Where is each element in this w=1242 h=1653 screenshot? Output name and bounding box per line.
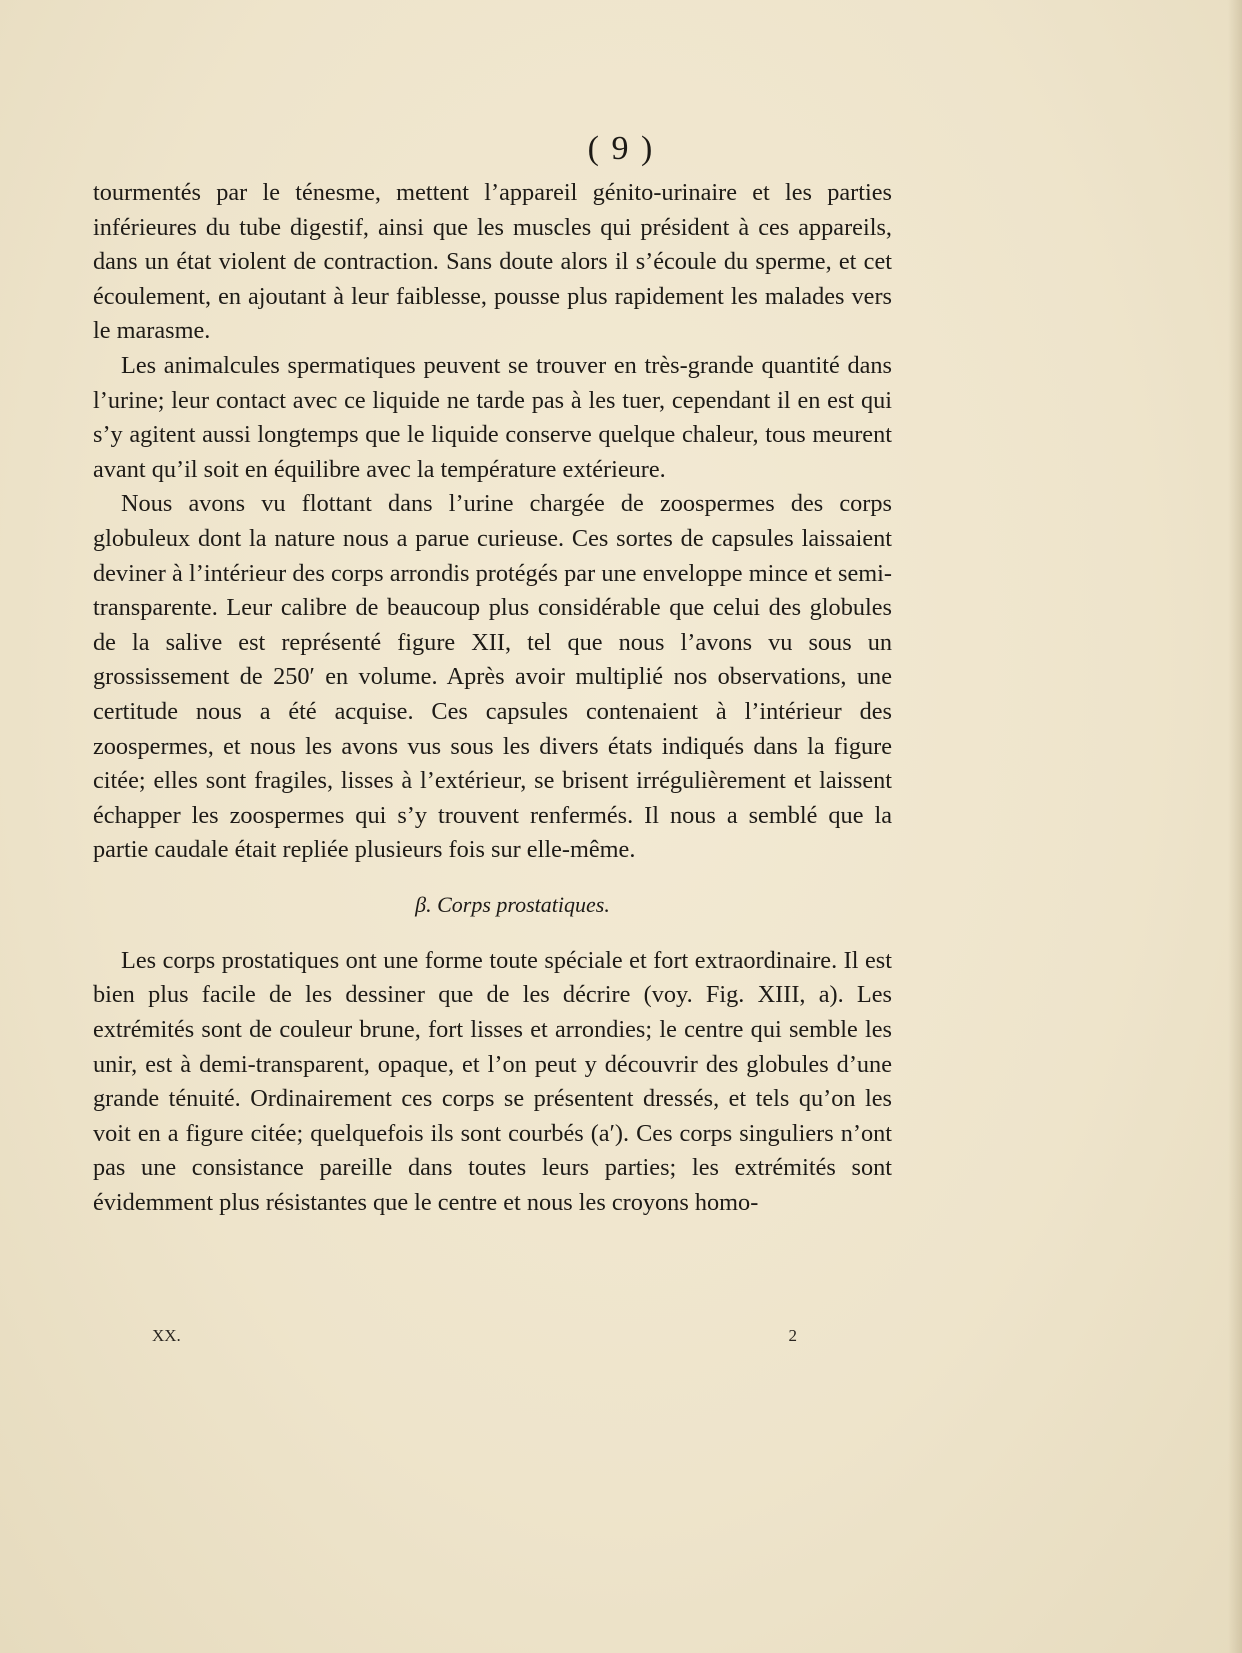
paragraph-2: Les animalcules spermatiques peuvent se trouver en très-grande quantité dans l’urine; leur contact avec ce liquide ne tarde pas à les tuer, cependant il en est qui s’y agitent aussi longtemps que le liquide conserve quelque chaleur, tous meurent avant qu’il soit en équilibre avec la température extérieure. bbox=[93, 351, 892, 483]
body-text bbox=[93, 176, 892, 1221]
section-paragraph: Les corps prostatiques ont une forme toute spéciale et fort extraordinaire. Il est bien plus facile de les dessiner que de les décrire (voy. Fig. XIII, a). Les extrémités sont de couleur brune, fort lisses et arrondies; le centre qui semble les unir, est à demi-transparent, opaque, et l’on peut y découvrir des globules d’une grande ténuité. Ordinairement ces corps se présentent dressés, et tels qu’on les voit en a figure citée; quelquefois ils sont courbés (a′). Ces corps singuliers n’ont pas une consistance pareille dans toutes leurs parties; les extrémités sont évidemment plus résistantes que le centre et nous les croyons homo- bbox=[93, 946, 892, 1217]
paragraph-1: tourmentés par le ténesme, mettent l’appareil génito-urinaire et les parties inférieures du tube digestif, ainsi que les muscles qui président à ces appareils, dans un état violent de contraction. Sans doute alors il s’écoule du sperme, et cet écoulement, en ajoutant à leur faiblesse, pousse plus rapidement les malades vers le marasme. bbox=[93, 179, 892, 345]
footer-signature: 2 bbox=[788, 1326, 797, 1345]
footer-line bbox=[152, 1326, 797, 1346]
section-heading: β. Corps prostatiques. bbox=[415, 891, 610, 917]
footer-volume: XX. bbox=[152, 1326, 181, 1345]
page-number: ( 9 ) bbox=[587, 130, 655, 167]
page-edge-shadow bbox=[1228, 0, 1242, 1653]
paragraph-3: Nous avons vu flottant dans l’urine chargée de zoospermes des corps globuleux dont la nature nous a parue curieuse. Ces sortes de capsules laissaient deviner à l’intérieur des corps arrondis protégés par une enveloppe mince et semi-transparente. Leur calibre de beaucoup plus considérable que celui des globules de la salive est représenté figure XII, tel que nous l’avons vu sous un grossissement de 250′ en volume. Après avoir multiplié nos observations, une certitude nous a été acquise. Ces capsules contenaient à l’intérieur des zoospermes, et nous les avons vus sous les divers états indiqués dans la figure citée; elles sont fragiles, lisses à l’extérieur, se brisent irrégulièrement et laissent échapper les zoospermes qui s’y trouvent renfermés. Il nous a semblé que la partie caudale était repliée plusieurs fois sur elle-même. bbox=[93, 490, 892, 864]
